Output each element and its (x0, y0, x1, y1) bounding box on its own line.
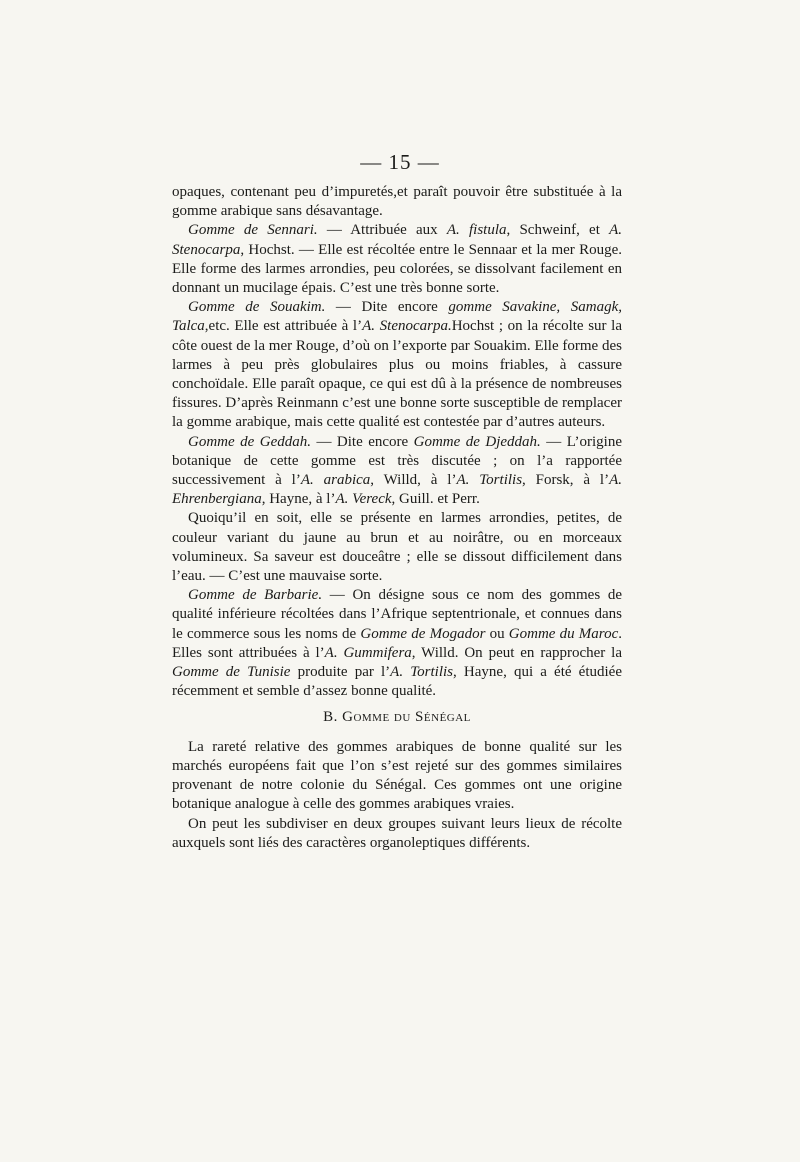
text-run: , Willd, à l’ (370, 472, 457, 489)
species-name: A. Stenocarpa (172, 222, 623, 258)
text-run: — L’origine botanique de cette gomme est très discutée ; on l’a rapportée successivement à l’ (172, 433, 622, 489)
species-name: A. Stenocarpa. (362, 318, 452, 335)
paragraph-quoiquil: Quoiqu’il en soit, elle se présente en larmes arrondies, petites, de couleur variant du jaune au brun et au noirâtre, ou en morceaux volumineux. Sa saveur est douceâtre ; elle se dissout difficilement dans l’eau. — C’est une mauvaise sorte. (172, 510, 622, 585)
text-run: , Guill. et Perr. (391, 491, 480, 508)
paragraph-continuation: opaques, contenant peu d’impuretés,et paraît pouvoir être substituée à la gomme arabique sans désavantage. (172, 184, 622, 220)
species-name: A. fistula (446, 222, 507, 239)
paragraph-gomme-de-souakim (172, 298, 622, 432)
page-number: — 15 — (360, 150, 440, 174)
alias-names: Gomme de Tunisie (172, 664, 291, 681)
text-run: , Hayne, à l’ (261, 491, 336, 508)
text-run: , Hayne, qui a été étudiée récemment et semble d’assez bonne qualité. (172, 664, 622, 700)
text-run: , Hochst. — Elle est récoltée entre le Sennaar et la mer Rouge. Elle forme des larmes arrondies, peu colorées, se dissolvant facilement en donnant un mucilage épais. C’est une très bonne sorte. (172, 241, 622, 297)
paragraph-gomme-de-sennari (172, 221, 622, 298)
text-run: ou (485, 625, 509, 642)
alias-names: Gomme du Maroc (508, 625, 619, 642)
text-run: — On désigne sous ce nom des gommes de qualité inférieure récoltées dans l’Afrique septentrionale, et connues dans le commerce sous les noms de (172, 587, 622, 642)
text-run: produite par l’ (290, 664, 391, 681)
body-text (172, 183, 622, 853)
text-run: , Schweinf, et (506, 222, 610, 239)
text-run: ,etc. Elle est attribuée à l’ (204, 318, 363, 335)
alias-names: Gomme de Djeddah. (413, 433, 541, 450)
text-run: — Attribuée aux (317, 222, 447, 239)
paragraph-gomme-de-barbarie (172, 586, 622, 701)
entry-title: Gomme de Geddah. (188, 433, 311, 450)
text-run: , Forsk, à l’ (522, 472, 610, 489)
species-name: A. Tortilis (390, 664, 454, 681)
paragraph-gomme-de-geddah (172, 433, 622, 510)
paragraph-rarete: La rareté relative des gommes arabiques de bonne qualité sur les marchés européens fait que l’on s’est rejeté sur des gommes similaires provenant de notre colonie du Sénégal. Ces gommes ont une origine botanique analogue à celle des gommes arabiques vraies. (172, 738, 622, 813)
text-run: , Willd. On peut en rapprocher la (411, 644, 622, 661)
entry-title: Gomme de Barbarie. (188, 587, 323, 604)
species-name: A. Tortilis (456, 472, 523, 489)
alias-names: gomme Savakine, Samagk, Talca (172, 299, 622, 335)
paragraph-subdiviser: On peut les subdiviser en deux groupes suivant leurs lieux de récolte auxquels sont liés des caractères organoleptiques différents. (172, 815, 622, 851)
text-run: . Elles sont attribuées à l’ (172, 625, 622, 661)
species-name: A. Vereck (335, 491, 392, 508)
species-name: A. Gummifera (324, 644, 412, 661)
section-heading: B. Gomme du Sénégal (323, 709, 471, 726)
species-name: A. Ehrenbergiana (172, 472, 623, 508)
text-run: — Dite encore (325, 299, 449, 316)
text-run: Hochst ; on la récolte sur la côte ouest de la mer Rouge, d’où on l’exporte par Souakim. Elle forme des larmes à peu près globulaires plus ou moins friables, à cassure conchoïdale. Elle paraît opaque, ce qui est dû à la présence de nombreuses fissures. D’après Reinmann c’est une bonne sorte susceptible de remplacer la gomme arabique, mais cette qualité est contestée par d’autres auteurs. (172, 318, 623, 431)
alias-names: Gomme de Mogador (360, 625, 486, 642)
entry-title: Gomme de Sennari. (188, 222, 318, 239)
species-name: A. arabica (300, 472, 371, 489)
text-run: — Dite encore (310, 433, 414, 450)
entry-title: Gomme de Souakim. (188, 299, 326, 316)
